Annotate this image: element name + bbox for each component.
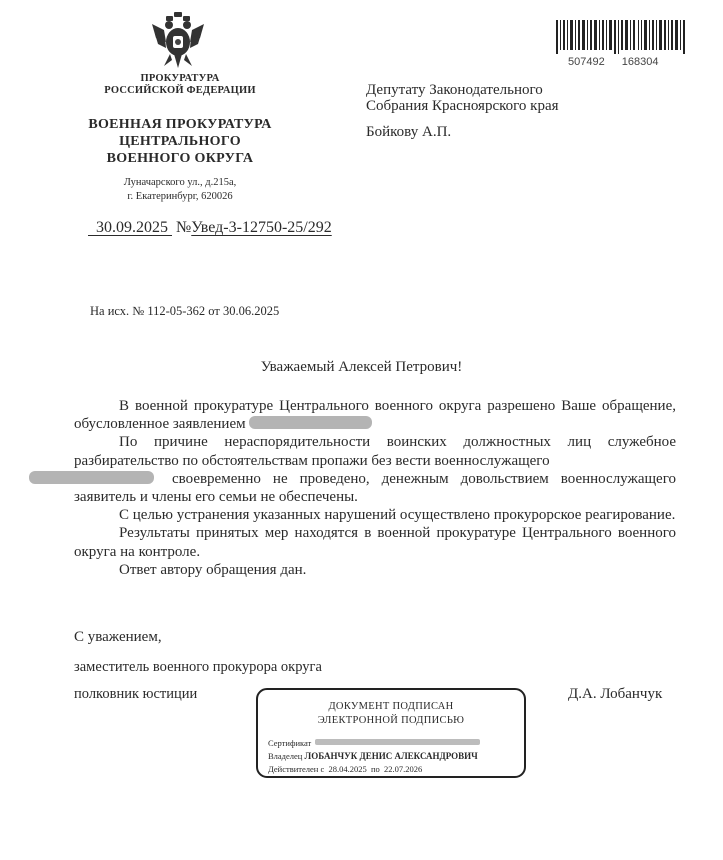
sender-address bbox=[95, 176, 265, 204]
military-prosecutor-office-name bbox=[80, 116, 280, 167]
greeting: Уважаемый Алексей Петрович! bbox=[260, 359, 463, 375]
barcode-numbers bbox=[568, 56, 659, 68]
paragraph-4: Результаты принятых мер находятся в военной прокуратуре Центрального военного округа на контроле. bbox=[74, 525, 676, 560]
stamp-certificate-row bbox=[268, 738, 480, 748]
redacted-block bbox=[249, 416, 372, 429]
address-line-2: г. Екатеринбург, 620026 bbox=[127, 191, 233, 202]
redacted-certificate bbox=[315, 739, 480, 745]
addressee-line-1: Депутату Законодательного bbox=[366, 82, 543, 98]
stamp-title-line-2: ЭЛЕКТРОННОЙ ПОДПИСЬЮ bbox=[317, 715, 465, 726]
valid-from: 28.04.2025 bbox=[328, 764, 367, 774]
org-small-line-2: РОССИЙСКОЙ ФЕДЕРАЦИИ bbox=[104, 85, 256, 96]
barcode-number-right: 168304 bbox=[621, 56, 659, 68]
registration-line bbox=[88, 219, 332, 237]
signer-rank: полковник юстиции bbox=[74, 686, 198, 702]
certificate-label: Сертификат bbox=[268, 738, 312, 748]
valid-to: 22.07.2026 bbox=[384, 764, 423, 774]
addressee-line-2: Собрания Красноярского края bbox=[366, 98, 559, 114]
barcode-number-left: 507492 bbox=[568, 56, 605, 68]
valid-to-label: по bbox=[370, 764, 380, 774]
stamp-title-line-1: ДОКУМЕНТ ПОДПИСАН bbox=[328, 701, 454, 712]
prosecutor-office-header bbox=[95, 73, 265, 97]
org-name-line-3: ВОЕННОГО ОКРУГА bbox=[106, 151, 254, 166]
stamp-owner-row bbox=[268, 751, 478, 761]
owner-label: Владелец bbox=[268, 751, 303, 761]
addressee-name: Бойкову А.П. bbox=[366, 124, 452, 140]
registration-number: Увед-3-12750-25/292 bbox=[191, 219, 332, 236]
closing-phrase: С уважением, bbox=[74, 629, 162, 645]
document-date: 30.09.2025 bbox=[96, 219, 168, 236]
reference-line: На исх. № 112-05-362 от 30.06.2025 bbox=[90, 304, 280, 318]
address-line-1: Луначарского ул., д.215а, bbox=[123, 177, 237, 188]
signer-name: Д.А. Лобанчук bbox=[568, 686, 663, 702]
signer-position: заместитель военного прокурора округа bbox=[74, 659, 322, 675]
letter-body bbox=[74, 397, 676, 579]
org-small-line-1: ПРОКУРАТУРА bbox=[140, 73, 220, 84]
paragraph-3: С целью устранения указанных нарушений осуществлено прокурорское реагирование. bbox=[119, 507, 676, 524]
stamp-validity-row bbox=[268, 764, 422, 774]
double-headed-eagle-emblem-icon bbox=[150, 12, 206, 70]
paragraph-2: По причине нераспорядительности воинских должностных лиц служебное разбирательство по обстоятельствам пропажи без вести военнослужащего своевременно не проведено, денежным довольствием военнослужащего заявитель и члены его семьи не обеспечены. bbox=[74, 433, 676, 506]
org-name-line-1: ВОЕННАЯ ПРОКУРАТУРА bbox=[88, 117, 272, 132]
stamp-title bbox=[258, 700, 524, 728]
electronic-signature-stamp bbox=[256, 688, 526, 778]
owner-name: ЛОБАНЧУК ДЕНИС АЛЕКСАНДРОВИЧ bbox=[304, 751, 478, 761]
redacted-block bbox=[29, 471, 154, 484]
addressee-block bbox=[366, 82, 559, 114]
paragraph-1: В военной прокуратуре Центрального военного округа разрешено Ваше обращение, обусловленное заявлением bbox=[74, 398, 676, 433]
valid-label: Действителен с bbox=[268, 764, 325, 774]
org-name-line-2: ЦЕНТРАЛЬНОГО bbox=[119, 134, 241, 149]
paragraph-5: Ответ автору обращения дан. bbox=[119, 561, 307, 578]
barcode-icon bbox=[556, 20, 696, 58]
number-sign: № bbox=[176, 219, 192, 236]
